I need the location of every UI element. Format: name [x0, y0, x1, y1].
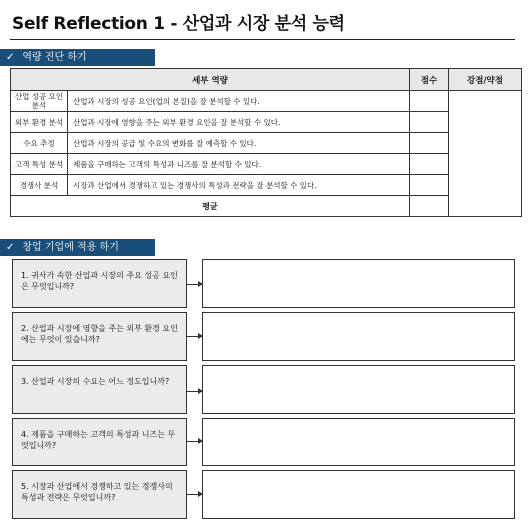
assessment-table — [10, 68, 522, 217]
answer-box[interactable] — [202, 365, 515, 414]
table-row — [11, 154, 522, 175]
question-box: 4. 제품을 구매하는 고객의 특성과 니즈는 무엇입니까? — [12, 418, 187, 466]
question-box: 5. 시장과 산업에서 경쟁하고 있는 경쟁사의 특성과 전략은 무엇입니까? — [12, 470, 187, 519]
check-icon: ✓ — [6, 52, 15, 63]
arrow-right-icon — [187, 391, 202, 392]
average-label: 평균 — [11, 196, 410, 217]
section-label: 역량 진단 하기 — [22, 52, 87, 63]
answer-box[interactable] — [202, 259, 515, 308]
row-category: 산업 성공 요인 분석 — [11, 91, 68, 112]
header-strength: 강점/약점 — [449, 69, 522, 91]
score-cell[interactable] — [410, 112, 449, 133]
row-description: 산업과 시장의 성공 요인(업의 본질)을 잘 분석할 수 있다. — [68, 91, 410, 112]
section-header-assessment — [0, 49, 155, 66]
average-score-cell[interactable] — [410, 196, 449, 217]
score-cell[interactable] — [410, 91, 449, 112]
strength-cell[interactable] — [449, 91, 522, 217]
row-category: 고객 특성 분석 — [11, 154, 68, 175]
table-row — [11, 91, 522, 112]
score-cell[interactable] — [410, 175, 449, 196]
row-description: 제품을 구매하는 고객의 특성과 니즈를 잘 분석할 수 있다. — [68, 154, 410, 175]
answer-box[interactable] — [202, 470, 515, 519]
table-header-row — [11, 69, 522, 91]
page-title: Self Reflection 1 - 산업과 시장 분석 능력 — [12, 14, 345, 34]
row-description: 산업과 시장에 영향을 주는 외부 환경 요인을 잘 분석할 수 있다. — [68, 112, 410, 133]
header-score: 점수 — [410, 69, 449, 91]
row-description: 산업과 시장의 공급 및 수요의 변화를 잘 예측할 수 있다. — [68, 133, 410, 154]
arrow-right-icon — [187, 336, 202, 337]
table-row — [11, 112, 522, 133]
title-divider — [10, 39, 515, 40]
answer-box[interactable] — [202, 418, 515, 466]
section-label: 창업 기업에 적용 하기 — [22, 242, 119, 253]
row-category: 외부 환경 분석 — [11, 112, 68, 133]
check-icon: ✓ — [6, 242, 15, 253]
header-detail: 세부 역량 — [11, 69, 410, 91]
answer-box[interactable] — [202, 312, 515, 361]
table-row — [11, 175, 522, 196]
average-row — [11, 196, 522, 217]
score-cell[interactable] — [410, 133, 449, 154]
question-box: 3. 산업과 시장의 수요는 어느 정도입니까? — [12, 365, 187, 414]
question-box: 1. 귀사가 속한 산업과 시장의 주요 성공 요인은 무엇입니까? — [12, 259, 187, 308]
score-cell[interactable] — [410, 154, 449, 175]
arrow-right-icon — [187, 441, 202, 442]
row-category: 수요 추정 — [11, 133, 68, 154]
arrow-right-icon — [187, 284, 202, 285]
question-box: 2. 산업과 시장에 영향을 주는 외부 환경 요인에는 무엇이 있습니까? — [12, 312, 187, 361]
arrow-right-icon — [187, 494, 202, 495]
section-header-apply — [0, 239, 155, 256]
row-category: 경쟁사 분석 — [11, 175, 68, 196]
table-row — [11, 133, 522, 154]
row-description: 시장과 산업에서 경쟁하고 있는 경쟁사의 특성과 전략을 잘 분석할 수 있다. — [68, 175, 410, 196]
